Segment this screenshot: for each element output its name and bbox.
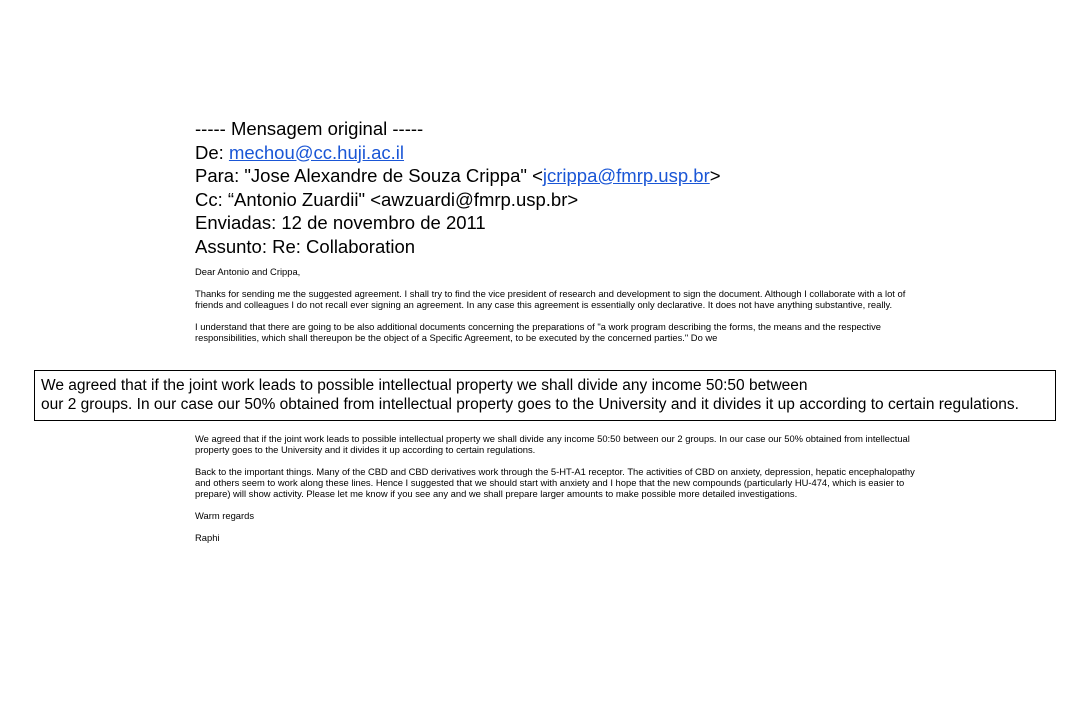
signature: Raphi [195,532,220,543]
email-header [195,117,721,258]
subject-line: Assunto: Re: Collaboration [195,235,416,257]
body-paragraph-1: Thanks for sending me the suggested agreement. I shall try to find the vice president of research and development to sign the document. Although I collaborate with a lot of friends and colleagues I do not recall ever signing an agreement. In any case this agreement is essentially only declarative. It does not have anything substantive, really. [195,288,906,310]
body-paragraph-3: We agreed that if the joint work leads to possible intellectual property we shall divide any income 50:50 between our 2 groups. In our case our 50% obtained from intellectual property goes to the University and it divides it up according to certain regulations. [195,433,910,455]
email-body-bottom [195,433,915,543]
body-paragraph-2: I understand that there are going to be also additional documents concerning the preparations of "a work program describing the forms, the means and the respective responsibilities, which shall thereupon be the object of a Specific Agreement, to be executed by the concerned parties." Do we [195,321,882,343]
closing: Warm regards [195,510,255,521]
highlight-callout-box [34,370,1056,421]
from-line [195,141,721,165]
greeting: Dear Antonio and Crippa, [195,266,301,277]
cc-line: Cc: “Antonio Zuardii" <awzuardi@fmrp.usp.br> [195,188,579,210]
from-label: De: [195,141,229,163]
to-line [195,164,721,188]
to-suffix: > [709,165,721,186]
sent-line: Enviadas: 12 de novembro de 2011 [195,212,486,233]
original-message-title: ----- Mensagem original ----- [195,118,424,139]
email-body-top [195,266,915,343]
callout-line-2: our 2 groups. In our case our 50% obtained from intellectual property goes to the University and it divides it up according to certain regulations. [41,396,1019,413]
to-label: Para: "Jose Alexandre de Souza Crippa" < [195,165,543,186]
to-email-link[interactable]: jcrippa@fmrp.usp.br [542,165,710,186]
from-email-link[interactable]: mechou@cc.huji.ac.il [228,141,405,163]
callout-line-1: We agreed that if the joint work leads to possible intellectual property we shall divide any income 50:50 between [41,377,808,394]
body-paragraph-4: Back to the important things. Many of the CBD and CBD derivatives work through the 5-HT-A1 receptor. The activities of CBD on anxiety, depression, hepatic encephalopathy and others seem to work along these lines. Hence I suggested that we should start with anxiety and I hope that the new compounds (particularly HU-474, which is easier to prepare) will show activity. Please let me know if you see any and we shall prepare larger amounts to make possible more detailed investigations. [195,466,915,499]
